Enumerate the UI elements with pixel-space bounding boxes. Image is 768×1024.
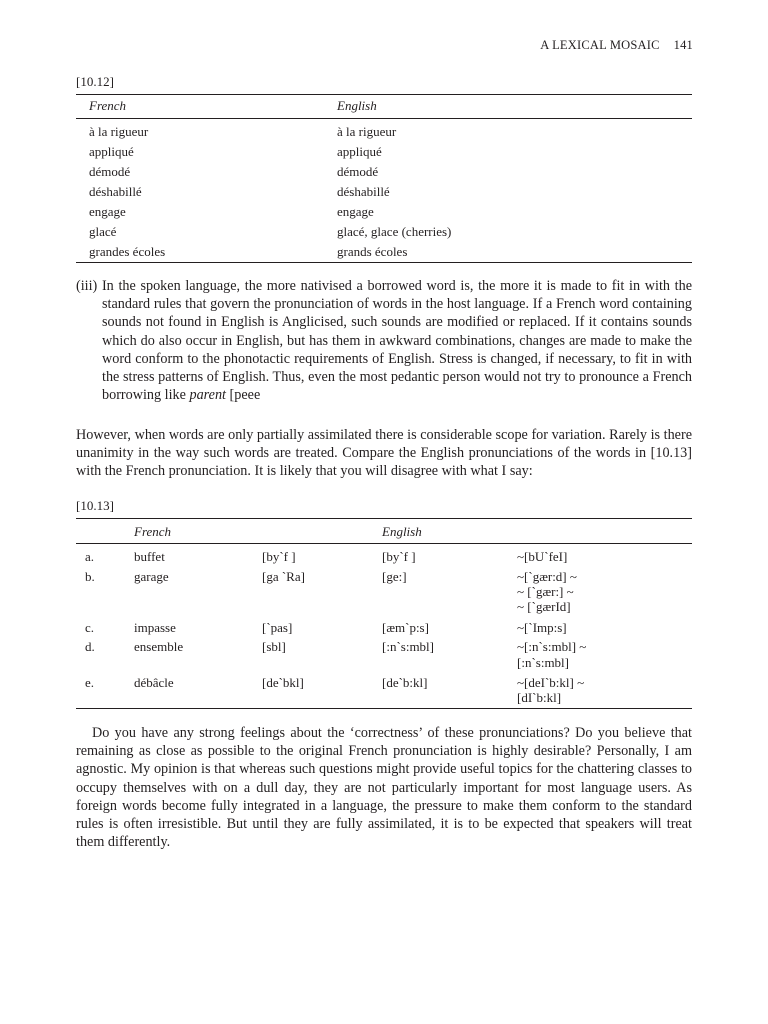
table1-cell-english: à la rigueur [337,124,397,139]
paragraph-iii-italic-word: parent [189,387,226,404]
table2-cell-variant: ~[`gær:d] ~ [517,569,577,584]
paragraph-iii [76,277,692,404]
table1-cell-french: appliqué [89,144,134,159]
table-row [76,144,692,164]
table2-cell-variant: ~ [`gærId] [517,599,571,614]
table1-header-rule [76,118,692,119]
table1-header-french: French [89,98,127,113]
table2-cell-french-pron: [by`f ] [262,549,296,564]
table-row [76,124,692,144]
table2-cell-word: ensemble [134,639,184,654]
table2-cell-french-pron: [`pas] [262,620,293,635]
table2-cell-letter: c. [85,620,95,635]
table2-cell-variant: [dI`b:kl] [517,690,562,705]
table2-bottom-rule [76,708,692,709]
running-head [540,38,693,53]
table2-cell-variant: ~ [`gær:] ~ [517,584,574,599]
table1-cell-english: démodé [337,164,379,179]
table2-cell-english-pron: [de`b:kl] [382,675,428,690]
example-label-10-12: [10.12] [76,74,114,89]
table1-cell-french: démodé [89,164,131,179]
paragraph-iii-text: (iii) In the spoken language, the more nativised a borrowed word is, the more it is made to fit in with the standard rules that govern the pronunciation of words in the host language. If a French word containing sounds not found in English is Anglicised, such sounds are modified or replaced. If it contains sounds which do also occur in English, but has them in awkward combinations, changes are made to make the word conform to the phonotactic requirements of English. Stress is changed, if necessary, to fit in with the stress patterns of English. Thus, even the most pedantic person would not try to pronounce a French borrowing like [76,278,692,404]
table2-cell-word: impasse [134,620,176,635]
table-row [76,224,692,244]
paragraph-iii-tail: [peee [226,387,261,404]
table2-cell-word: garage [134,569,169,584]
table2-top-rule [76,518,692,519]
table-row [76,549,692,569]
table2-cell-letter: d. [85,639,95,654]
table2-cell-english-pron: [ge:] [382,569,407,584]
table1-cell-french: grandes écoles [89,244,166,259]
table-row [76,164,692,184]
table2-cell-word: débâcle [134,675,174,690]
paragraph-however: However, when words are only partially assimilated there is considerable scope for variation. Rarely is there unanimity in the way such words are treated. Compare the English pronunciations of the words in [10.13] with the French pronunciation. It is likely that you will disagree with what I say: [76,427,692,480]
table2-cell-letter: a. [85,549,95,564]
table1-cell-french: déshabillé [89,184,142,199]
table-row [76,569,692,614]
table2-cell-variant: ~[deI`b:kl] ~ [517,675,585,690]
table1-cell-english: grands écoles [337,244,408,259]
table2-header-rule [76,543,692,544]
table-row [76,639,692,670]
table-row [76,675,692,705]
example-label-10-13: [10.13] [76,498,114,513]
table2-cell-english-pron: [by`f ] [382,549,416,564]
table2-cell-variant: [:n`s:mbl] [517,655,569,670]
table1-cell-french: à la rigueur [89,124,149,139]
table2-cell-letter: b. [85,569,95,584]
table-row [76,620,692,640]
table1-cell-english: glacé, glace (cherries) [337,224,452,239]
table2-cell-french-pron: [sbl] [262,639,286,654]
page-number: 141 [673,38,693,52]
table1-header-english: English [337,98,377,113]
table1-top-rule [76,94,692,95]
table2-cell-french-pron: [ga `Ra] [262,569,305,584]
table-row [76,184,692,204]
table2-cell-word: buffet [134,549,165,564]
table2-header-french: French [134,524,172,539]
table1-cell-english: déshabillé [337,184,390,199]
table2-cell-variant: ~[bU`feI] [517,549,568,564]
table2-cell-english-pron: [æm`p:s] [382,620,429,635]
table1-cell-english: appliqué [337,144,382,159]
table2-cell-english-pron: [:n`s:mbl] [382,639,434,654]
table1-cell-english: engage [337,204,374,219]
table-row [76,244,692,264]
table2-cell-french-pron: [de`bkl] [262,675,304,690]
table2-cell-variant: ~[`Imp:s] [517,620,567,635]
table-row [76,204,692,224]
table2-cell-variant: ~[:n`s:mbl] ~ [517,639,587,654]
table1-cell-french: engage [89,204,126,219]
table2-header-english: English [382,524,422,539]
table2-cell-letter: e. [85,675,95,690]
table1-bottom-rule [76,262,692,263]
running-head-title: A LEXICAL MOSAIC [540,38,660,52]
paragraph-final: Do you have any strong feelings about the ‘correctness’ of these pronunciations? Do you believe that remaining as close as possible to the original French pronunciation is highly desirable? Personally, I am agnostic. My opinion is that whereas such questions might provide useful topics for the chattering classes to occupy themselves with on a dull day, they are not particularly important for most language users. As foreign words become fully integrated in a language, the pressure to make them conform to the standard rules is often irresistible. But until they are fully assimilated, it is to be expected that speakers will treat them differently. [76,725,692,851]
table1-cell-french: glacé [89,224,117,239]
